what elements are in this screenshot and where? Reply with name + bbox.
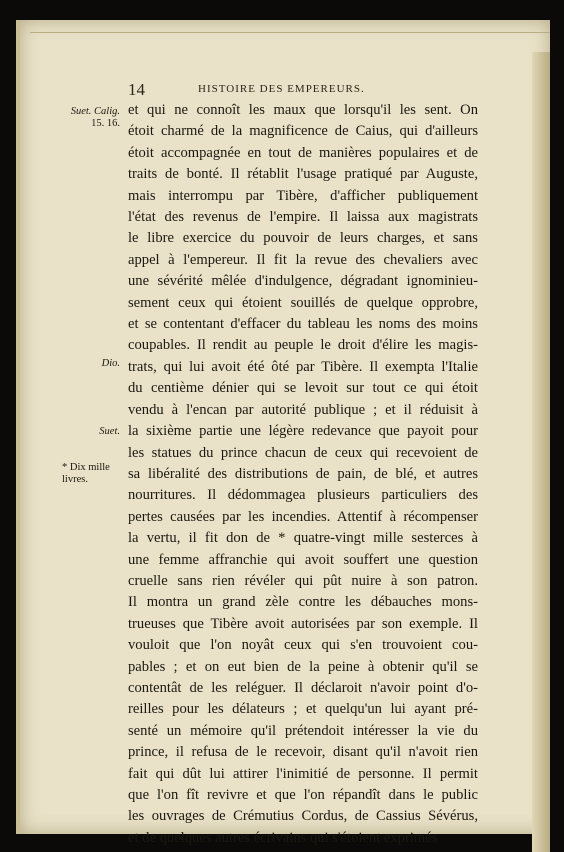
text-line: nourritures. Il dédommagea plusieurs particuliers des bbox=[128, 487, 478, 504]
text-line: pables ; et on eut bien de la peine à obtenir qu'il se bbox=[128, 658, 478, 675]
text-line: coupables. Il rendit au peuple le droit d'élire les magis- bbox=[128, 337, 478, 354]
margin-note-suet-calig: Suet. Calig. 15. 16. bbox=[70, 106, 120, 129]
text-line: cruelle sans rien révéler qui pût nuire à son patron. bbox=[128, 572, 478, 589]
text-line: contentât de les reléguer. Il déclaroit n'avoir point d'o- bbox=[128, 679, 478, 696]
text-line: trats, qui lui avoit été ôté par Tibère. Il exempta l'Italie bbox=[128, 358, 478, 375]
text-line: appel à l'empereur. Il fit la revue des chevaliers avec bbox=[128, 251, 478, 268]
page-number: 14 bbox=[128, 80, 145, 99]
text-line: et de quelques autres écrivains qui s'étoient exprimés bbox=[128, 829, 438, 846]
text-line: une femme affranchie qui avoit souffert une question bbox=[128, 551, 478, 568]
text-line: les ouvrages de Crémutius Cordus, de Cassius Sévérus, bbox=[128, 808, 478, 825]
text-line: fait qui dût lui attirer l'inimitié de personne. Il permit bbox=[128, 765, 478, 782]
text-line: et qui ne connoît les maux que lorsqu'il les sent. On bbox=[128, 102, 478, 118]
text-line: étoit charmé de la magnificence de Caius, qui d'ailleurs bbox=[128, 123, 478, 140]
text-line: sa libéralité des distributions de pain, de blé, et autres bbox=[128, 465, 478, 482]
footnote-line-1: * Dix mille bbox=[62, 462, 110, 473]
text-line: mais interrompu par Tibère, d'afficher publiquement bbox=[128, 187, 478, 204]
text-line: du centième dénier qui se levoit sur tout ce qui étoit bbox=[128, 380, 478, 397]
text-line: et se contentant d'effacer du tableau les noms des moins bbox=[128, 316, 478, 333]
text-line: prince, il refusa de le recevoir, disant qu'il n'avoit rien bbox=[128, 744, 478, 761]
text-line: la vertu, il fit don de * quatre-vingt mille sesterces à bbox=[128, 530, 478, 547]
text-line: que l'on fît revivre et que l'on répandît dans le public bbox=[128, 787, 478, 803]
text-line: vouloit que l'on noyât ceux qui s'en trouvoient cou- bbox=[128, 637, 478, 654]
text-line: le libre exercice du pouvoir de leurs charges, et sans bbox=[128, 230, 478, 247]
text-line: vendu à l'encan par autorité publique ; et il réduisit à bbox=[128, 401, 478, 418]
text-line: étoit accompagnée en tout de manières populaires et de bbox=[128, 144, 478, 161]
margin-note-suet: Suet. bbox=[99, 426, 120, 437]
footnote-line-2: livres. bbox=[62, 474, 88, 485]
text-line: pertes causées par les incendies. Attentif à récompenser bbox=[128, 508, 478, 525]
text-line: traits de bonté. Il rétablit l'usage pratiqué par Auguste, bbox=[128, 166, 478, 183]
text-line: la sixième partie une légère redevance que payoit pour bbox=[128, 423, 478, 440]
text-line: sement ceux qui étoient souillés de quelque opprobre, bbox=[128, 294, 478, 311]
text-line: reilles pour les délateurs ; et quelqu'un lui ayant pré- bbox=[128, 701, 478, 718]
text-line: Il montra un grand zèle contre les débauches mons- bbox=[128, 594, 478, 611]
page-edge bbox=[532, 52, 550, 852]
margin-note-ref: 15. 16. bbox=[91, 118, 120, 129]
footnote-margin bbox=[62, 462, 120, 486]
page-header bbox=[128, 80, 488, 102]
body-text bbox=[128, 100, 478, 849]
text-line: les statues du prince chacun de ceux qui recevoient de bbox=[128, 444, 478, 461]
text-line: une sévérité mêlée d'indulgence, dégradant ignominieu- bbox=[128, 273, 478, 290]
margin-note-dio: Dio. bbox=[101, 358, 120, 369]
text-line: trueuses que Tibère avoit autorisées par son exemple. Il bbox=[128, 615, 478, 632]
text-line: senté un mémoire qu'il prétendoit intéresser la vie du bbox=[128, 722, 478, 739]
running-title: HISTOIRE DES EMPEREURS. bbox=[198, 83, 365, 95]
text-line: l'état des revenus de l'empire. Il laissa aux magistrats bbox=[128, 209, 478, 226]
